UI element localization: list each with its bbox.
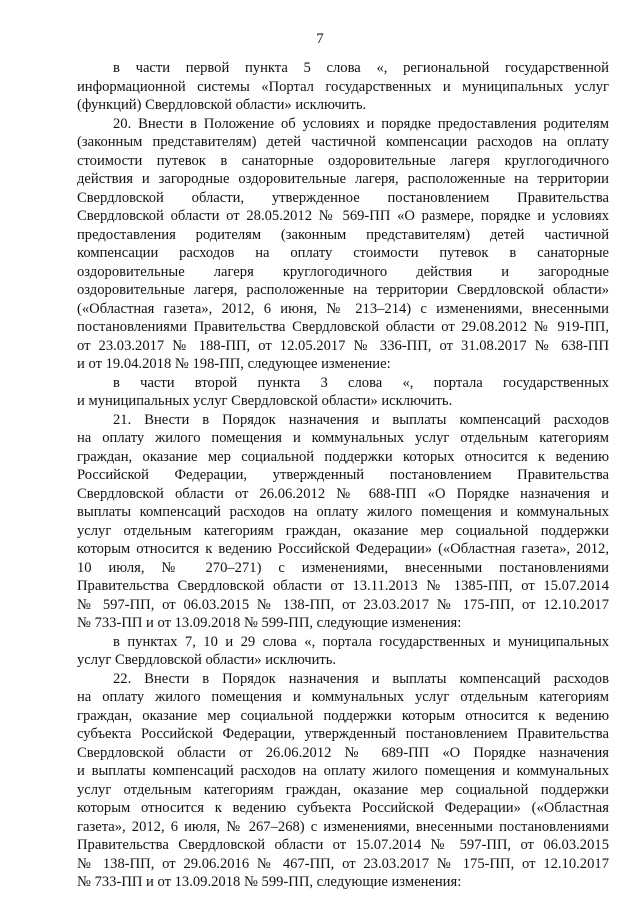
text-line: на оплату жилого помещения и коммунальных услуг отдельным категориям	[77, 430, 609, 446]
text-line: граждан, оказание мер социальной поддержки которым относится к ведению	[77, 707, 609, 724]
text-line: услуг Свердловской области» исключить.	[77, 652, 337, 668]
text-line: Свердловской области, утвержденное постановлением Правительства	[77, 189, 609, 206]
text-line: («Областная газета», 2012, 6 июня, № 213–214) с изменениями, внесенными	[77, 300, 609, 317]
text-line: которым относится к ведению субъекта Российской Федерации» («Областная	[77, 800, 609, 816]
text-line: Свердловской области от 28.05.2012 № 569-ПП «О размере, порядке и условиях	[77, 208, 609, 224]
text-line: в части второй пункта 3 слова «, портала государственных	[113, 374, 609, 391]
text-line: компенсации расходов на оплату стоимости путевок в санаторные	[77, 245, 609, 261]
text-line: оздоровительные лагеря круглогодичного действия и загородные	[77, 263, 609, 280]
text-line: от 23.03.2017 № 188-ПП, от 12.05.2017 № 336-ПП, от 31.08.2017 № 638-ПП	[77, 337, 609, 354]
text-line: на оплату жилого помещения и коммунальных услуг отдельным категориям	[77, 689, 609, 705]
text-line: и выплаты компенсаций расходов на оплату жилого помещения и коммунальных	[77, 763, 609, 779]
text-line: постановлениями Правительства Свердловской области от 29.08.2012 № 919-ПП,	[77, 319, 609, 335]
text-line: № 733-ПП и от 13.09.2018 № 599-ПП, следующие изменения:	[77, 874, 462, 890]
text-line: 21. Внести в Порядок назначения и выплаты компенсаций расходов	[113, 411, 609, 428]
text-line: Правительства Свердловской области от 13.11.2013 № 1385-ПП, от 15.07.2014	[77, 578, 609, 594]
page-number: 7	[316, 31, 324, 47]
text-line: действия и загородные оздоровительные лагеря, расположенные на территории	[77, 171, 609, 187]
text-line: и муниципальных услуг Свердловской области» исключить.	[77, 393, 453, 409]
text-line: № 597-ПП, от 06.03.2015 № 138-ПП, от 23.03.2017 № 175-ПП, от 12.10.2017	[77, 596, 609, 613]
text-line: № 138-ПП, от 29.06.2016 № 467-ПП, от 23.03.2017 № 175-ПП, от 12.10.2017	[77, 855, 609, 872]
text-line: оздоровительные лагеря, расположенные на территории Свердловской области»	[77, 282, 609, 298]
text-line: (законным представителям) детей частичной компенсации расходов на оплату	[77, 134, 609, 150]
text-line: 22. Внести в Порядок назначения и выплаты компенсаций расходов	[113, 670, 609, 687]
text-line: которым относится к ведению Российской Федерации» («Областная газета», 2012,	[77, 541, 609, 557]
text-line: (функций) Свердловской области» исключить.	[77, 97, 367, 113]
text-line: газета», 2012, 6 июля, № 267–268) с изменениями, внесенными постановлениями	[77, 818, 609, 835]
text-line: граждан, оказание мер социальной поддержки которых относится к ведению	[77, 448, 609, 465]
text-line: стоимости путевок в санаторные оздоровительные лагеря круглогодичного	[77, 152, 609, 169]
text-line: субъекта Российской Федерации, утвержденный постановлением Правительства	[77, 726, 609, 742]
text-line: 20. Внести в Положение об условиях и порядке предоставления родителям	[113, 115, 609, 132]
text-line: предоставления родителям (законным представителям) детей частичной	[77, 226, 609, 243]
text-line: услуг отдельным категориям граждан, оказание мер социальной поддержки	[77, 781, 609, 798]
text-line: Правительства Свердловской области от 15.07.2014 № 597-ПП, от 06.03.2015	[77, 837, 609, 853]
text-line: Свердловской области от 26.06.2012 № 688-ПП «О Порядке назначения и	[77, 485, 609, 502]
text-line: Российской Федерации, утвержденный постановлением Правительства	[77, 467, 609, 483]
text-line: услуг отдельным категориям граждан, оказание мер социальной поддержки	[77, 522, 609, 539]
text-line: информационной системы «Портал государственных и муниципальных услуг	[77, 78, 609, 95]
text-line: в части первой пункта 5 слова «, региональной государственной	[113, 60, 609, 76]
document-body	[77, 59, 609, 892]
text-line: выплаты компенсаций расходов на оплату жилого помещения и коммунальных	[77, 504, 609, 520]
text-line: 10 июля, № 270–271) с изменениями, внесенными постановлениями	[77, 559, 609, 576]
text-line: и от 19.04.2018 № 198-ПП, следующее изменение:	[77, 356, 391, 372]
text-line: № 733-ПП и от 13.09.2018 № 599-ПП, следующие изменения:	[77, 615, 462, 631]
text-line: в пунктах 7, 10 и 29 слова «, портала государственных и муниципальных	[113, 633, 609, 650]
text-line: Свердловской области от 26.06.2012 № 689-ПП «О Порядке назначения	[77, 744, 609, 761]
